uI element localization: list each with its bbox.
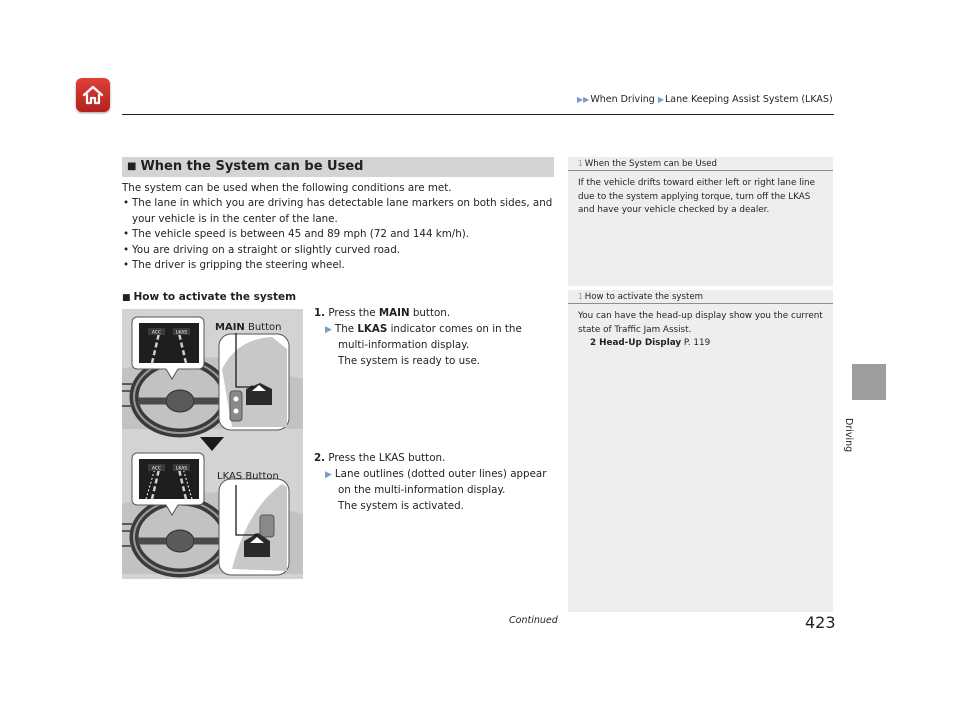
chapter-label: Driving <box>843 418 854 453</box>
breadcrumb-arrow-icon: ▶ <box>657 95 664 104</box>
step-number: 2. <box>314 452 326 464</box>
link-marker-icon: 2 <box>590 338 597 348</box>
result-arrow-icon: ▶ <box>325 469 332 480</box>
steering-wheel-illustration <box>122 309 303 579</box>
condition-item: • You are driving on a straight or slightly curved road. <box>122 243 554 259</box>
home-icon <box>81 83 105 107</box>
steering-wheel-diagram <box>122 309 303 579</box>
chapter-tab[interactable] <box>852 364 886 400</box>
step-1: 1. Press the MAIN button. ▶ The LKAS indicator comes on in the multi-information display. The system is ready to use. <box>314 307 522 367</box>
result-arrow-icon: ▶ <box>325 324 332 335</box>
step-arrow-icon <box>200 437 224 451</box>
step-number: 1. <box>314 307 326 319</box>
lkas-button-callout <box>219 479 289 575</box>
subsection-heading <box>122 291 296 303</box>
breadcrumb <box>577 94 833 105</box>
lkas-button-label: LKAS Button <box>217 471 279 482</box>
subsection-square-icon: ■ <box>122 293 131 303</box>
main-button-callout <box>219 333 289 430</box>
home-button[interactable] <box>76 78 110 112</box>
condition-item: • The lane in which you are driving has detectable lane markers on both sides, and your vehicle is in the center of the lane. <box>122 196 554 227</box>
acc-tag: ACC <box>151 330 162 336</box>
side-note-conditions <box>568 157 833 286</box>
main-button-label: MAIN Button <box>215 322 282 333</box>
side-note-activate <box>568 290 833 612</box>
header-divider <box>122 114 834 115</box>
condition-list <box>122 196 554 274</box>
acc-tag: ACC <box>151 466 162 472</box>
section-intro: The system can be used when the following conditions are met. <box>122 182 452 194</box>
continued-label: Continued <box>509 615 558 626</box>
page-number: 423 <box>805 613 836 632</box>
condition-item: • The vehicle speed is between 45 and 89 mph (72 and 144 km/h). <box>122 227 554 243</box>
lkas-tag: LKAS <box>175 330 188 336</box>
lkas-tag: LKAS <box>175 466 188 472</box>
breadcrumb-arrow-icon: ▶▶ <box>577 95 590 104</box>
breadcrumb-item-lkas[interactable]: Lane Keeping Assist System (LKAS) <box>664 94 833 105</box>
step-2: 2. Press the LKAS button. ▶ Lane outlines (dotted outer lines) appear on the multi-information display. The system is activated. <box>314 452 547 512</box>
head-up-display-link[interactable]: 2 Head-Up Display P. 119 <box>590 338 711 348</box>
note-title: 1 When the System can be Used <box>568 157 833 171</box>
note-text: If the vehicle drifts toward either left or right lane line due to the system applying torque, turn off the LKAS and have your vehicle checked by a dealer. <box>578 178 816 215</box>
subsection-title: How to activate the system <box>133 291 297 303</box>
section-heading <box>122 157 554 177</box>
section-title: When the System can be Used <box>140 159 364 174</box>
note-title: 1 How to activate the system <box>568 290 833 304</box>
note-text: You can have the head-up display show you the current state of Traffic Jam Assist. <box>578 311 823 335</box>
condition-item: • The driver is gripping the steering wheel. <box>122 258 554 274</box>
breadcrumb-item-when-driving[interactable]: When Driving <box>590 94 655 105</box>
section-square-icon: ■ <box>127 161 137 172</box>
